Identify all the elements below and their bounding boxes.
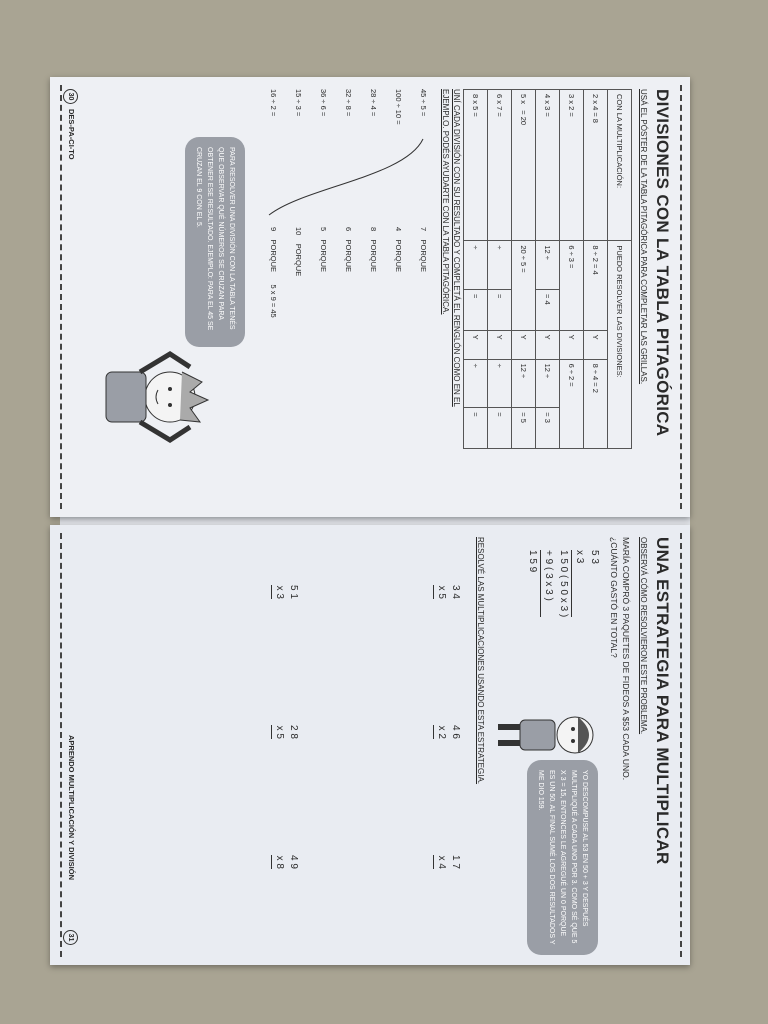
speech-bubble: PARA RESOLVER UNA DIVISIÓN CON LA TABLA TENÉS QUE OBSERVAR QUÉ NÚMEROS SE CRUZAN PARA OBTENER ESE RESULTADO. EJEMPLO: PARA EL 45 SE CRUZAN EL 9 CON EL 5. (185, 137, 245, 347)
result-list (253, 227, 428, 318)
instruction-2: RESOLVÉ LAS MULTIPLICACIONES USANDO ESTA ESTRATEGIA. (476, 537, 485, 785)
problem-text: MARÍA COMPRÓ 3 PAQUETES DE FIDEOS A $53 CADA UNO. ¿CUÁNTO GASTÓ EN TOTAL? (609, 537, 631, 781)
worked-example: 5 3 x 3 1 5 0 ( 5 0 x 3 ) + 9 ( 3 x 3 ) 1 5 9 (527, 550, 600, 618)
top-dashed-line (680, 533, 682, 957)
exercise: 3 4 x 5 (433, 585, 462, 599)
division-list (253, 89, 428, 125)
exercise: 2 8 x 5 (271, 725, 300, 739)
exercise: 1 7 x 4 (433, 855, 462, 869)
list-item: 5 PORQUE (319, 227, 328, 273)
page-31 (50, 525, 690, 965)
list-item: 100 ÷ 10 = (394, 89, 403, 125)
list-item: 36 ÷ 6 = (319, 89, 328, 117)
list-item: 6 PORQUE (344, 227, 353, 273)
list-item: 7 PORQUE (419, 227, 428, 273)
list-item: 10 PORQUE (294, 227, 303, 277)
list-item: 9 PORQUE 5 x 9 = 45 (269, 227, 278, 318)
boy-illustration (100, 342, 210, 462)
list-item: 32 ÷ 8 = (344, 89, 353, 117)
page-number: 31 (63, 930, 78, 945)
table-row: 2 x 4 = 8 8 ÷ 2 = 4 Y 8 ÷ 4 = 2 (584, 90, 608, 449)
page-title: DIVISIONES CON LA TABLA PITAGÓRICA (653, 89, 672, 437)
table-header: PUEDO RESOLVER LAS DIVISIONES: (608, 241, 632, 449)
table-row: 3 x 2 = 6 ÷ 3 = Y 6 ÷ 2 = (560, 90, 584, 449)
list-item: 16 ÷ 2 = (269, 89, 278, 117)
list-item: 28 ÷ 4 = (369, 89, 378, 117)
table-row: 4 x 3 = 12 ÷ = 4 Y 12 ÷ = 3 (536, 90, 560, 449)
list-item: 4 PORQUE (394, 227, 403, 273)
list-item: 15 ÷ 3 = (294, 89, 303, 117)
instruction: OBSERVÁ CÓMO RESOLVIERON ESTE PROBLEMA. (639, 537, 648, 735)
connector-line (265, 137, 425, 217)
instruction-2: UNÍ CADA DIVISIÓN CON SU RESULTADO Y COMPLETÁ EL RENGLÓN COMO EN EL EJEMPLO. PODÉS AYUDARTE CON LA TABLA PITAGÓRICA. (441, 89, 461, 407)
list-item: 8 PORQUE (369, 227, 378, 273)
page-30 (50, 77, 690, 517)
table-header: CON LA MULTIPLICACIÓN: (608, 90, 632, 241)
list-item: 45 ÷ 5 = (419, 89, 428, 117)
speech-bubble: YO DESCOMPUSE AL 53 EN 50 + 3 Y DESPUÉS MULTIPLIQUÉ A CADA UNO POR 3. COMO SÉ QUE 5 X 3 = 15, ENTONCES LE AGREGUÉ UN 0 PORQUE ES UN 50. AL FINAL SUMÉ LOS DOS RESULTADOS Y ME DIO 159. (527, 760, 598, 955)
page-number: 30 (63, 89, 78, 104)
instruction: USÁ EL PÓSTER DE LA TABLA PITAGÓRICA PARA COMPLETAR LAS GRILLAS. (639, 89, 648, 385)
table-row: 8 x 5 = ÷ = Y ÷ = (464, 90, 488, 449)
bottom-dashed-line (60, 533, 62, 957)
exercise: 4 9 x 8 (271, 855, 300, 869)
exercise: 4 6 x 2 (433, 725, 462, 739)
footer-label: DES-PA-CI-TO (67, 109, 76, 160)
top-dashed-line (680, 85, 682, 509)
open-workbook (50, 55, 700, 975)
exercise: 5 1 x 3 (271, 585, 300, 599)
table-row: 6 x 7 = ÷ = Y ÷ = (488, 90, 512, 449)
footer-label: APRENDO MULTIPLICACIÓN Y DIVISIÓN (67, 735, 76, 881)
multiplication-table (463, 89, 632, 449)
table-row: 5 x = 20 20 ÷ 5 = Y 12 ÷ = 5 (512, 90, 536, 449)
bottom-dashed-line (60, 85, 62, 509)
page-title: UNA ESTRATEGIA PARA MULTIPLICAR (653, 537, 672, 865)
